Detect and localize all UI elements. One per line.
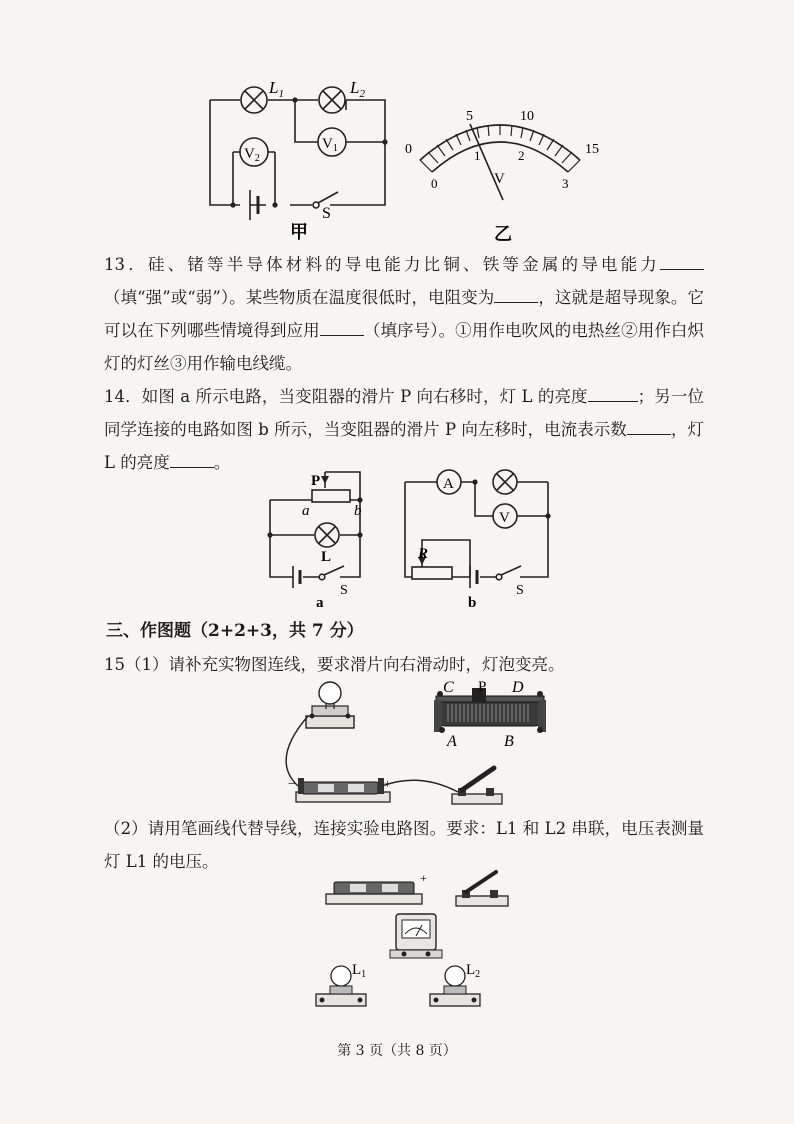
meter-inner-3: 3	[562, 176, 569, 191]
rheostat-p: P	[478, 679, 487, 695]
meter-unit-v: V	[494, 171, 505, 187]
meter-outer-0: 0	[405, 142, 412, 157]
battery2-plus: +	[420, 871, 427, 885]
question-13: 13．硅、锗等半导体材料的导电能力比铜、铁等金属的导电能力（填“强”或“弱”）。某些物质在温度很低时，电阻变为 ，这就是超导现象。它可以在下列哪些情境得到应用 （填序号）。①用作电吹风的电热丝②用作白炽灯的灯丝③用作输电线缆。	[104, 248, 704, 380]
resistor-r-label: R	[418, 546, 429, 562]
figure-yi-label: 乙	[494, 224, 512, 244]
question-14: 14．如图 a 所示电路，当变阻器的滑片 P 向右移时，灯 L 的亮度 ；另一位同学连接的电路如图 b 所示，当变阻器的滑片 P 向左移时，电流表示数 ，灯 L 的亮度 。	[104, 380, 704, 479]
slider-p-label: P	[311, 473, 321, 489]
figure-a-label: a	[316, 595, 324, 611]
meter-inner-2: 2	[518, 148, 525, 163]
bulb-l1-label: $L_1$	[352, 962, 367, 980]
rheostat-end-a: a	[302, 503, 310, 519]
voltmeter-v-label: V	[499, 510, 510, 526]
rheostat-b: B	[504, 733, 514, 750]
knife-switch-icon-2	[456, 872, 508, 906]
battery-pack-icon-2	[326, 882, 422, 904]
ammeter-a-label: A	[443, 476, 454, 492]
rheostat-end-b: b	[354, 503, 362, 519]
battery-minus: −	[288, 776, 296, 791]
voltmeter-v1-label: $V_1$	[322, 136, 338, 154]
switch-s-label-b: S	[516, 583, 524, 598]
question-15-part-2: （2）请用笔画线代替导线，连接实验电路图。要求：L1 和 L2 串联，电压表测量灯 L1 的电压。	[104, 819, 704, 871]
meter-inner-1: 1	[474, 148, 481, 163]
lamp-l-label: L	[321, 549, 332, 565]
section-3-heading: 三、作图题（2+2+3，共 7 分）	[106, 621, 364, 641]
question-15-part-1: 15（1）请补充实物图连线，要求滑片向右滑动时，灯泡变亮。	[104, 655, 565, 674]
lamp-l2-label: $L_2$	[350, 78, 365, 100]
voltmeter-device-icon	[390, 914, 442, 958]
meter-outer-15: 15	[585, 142, 599, 157]
meter-inner-0: 0	[431, 176, 438, 191]
meter-outer-5: 5	[466, 109, 473, 124]
figure-jia-label: 甲	[290, 222, 308, 242]
voltmeter-v2-label: $V_2$	[244, 146, 260, 164]
switch-s-label-a: S	[340, 583, 348, 598]
bulb-l2-label: $L_2$	[466, 962, 481, 980]
rheostat-a: A	[447, 733, 457, 750]
rheostat-c: C	[443, 679, 454, 696]
meter-outer-10: 10	[520, 109, 534, 124]
lamp-l1-label: $L_1$	[269, 78, 284, 100]
page-footer: 第 3 页（共 8 页）	[337, 1043, 457, 1059]
rheostat-d: D	[512, 679, 524, 696]
figure-b-label: b	[468, 595, 477, 611]
battery-plus: +	[384, 776, 392, 791]
switch-s-label: S	[322, 205, 331, 222]
